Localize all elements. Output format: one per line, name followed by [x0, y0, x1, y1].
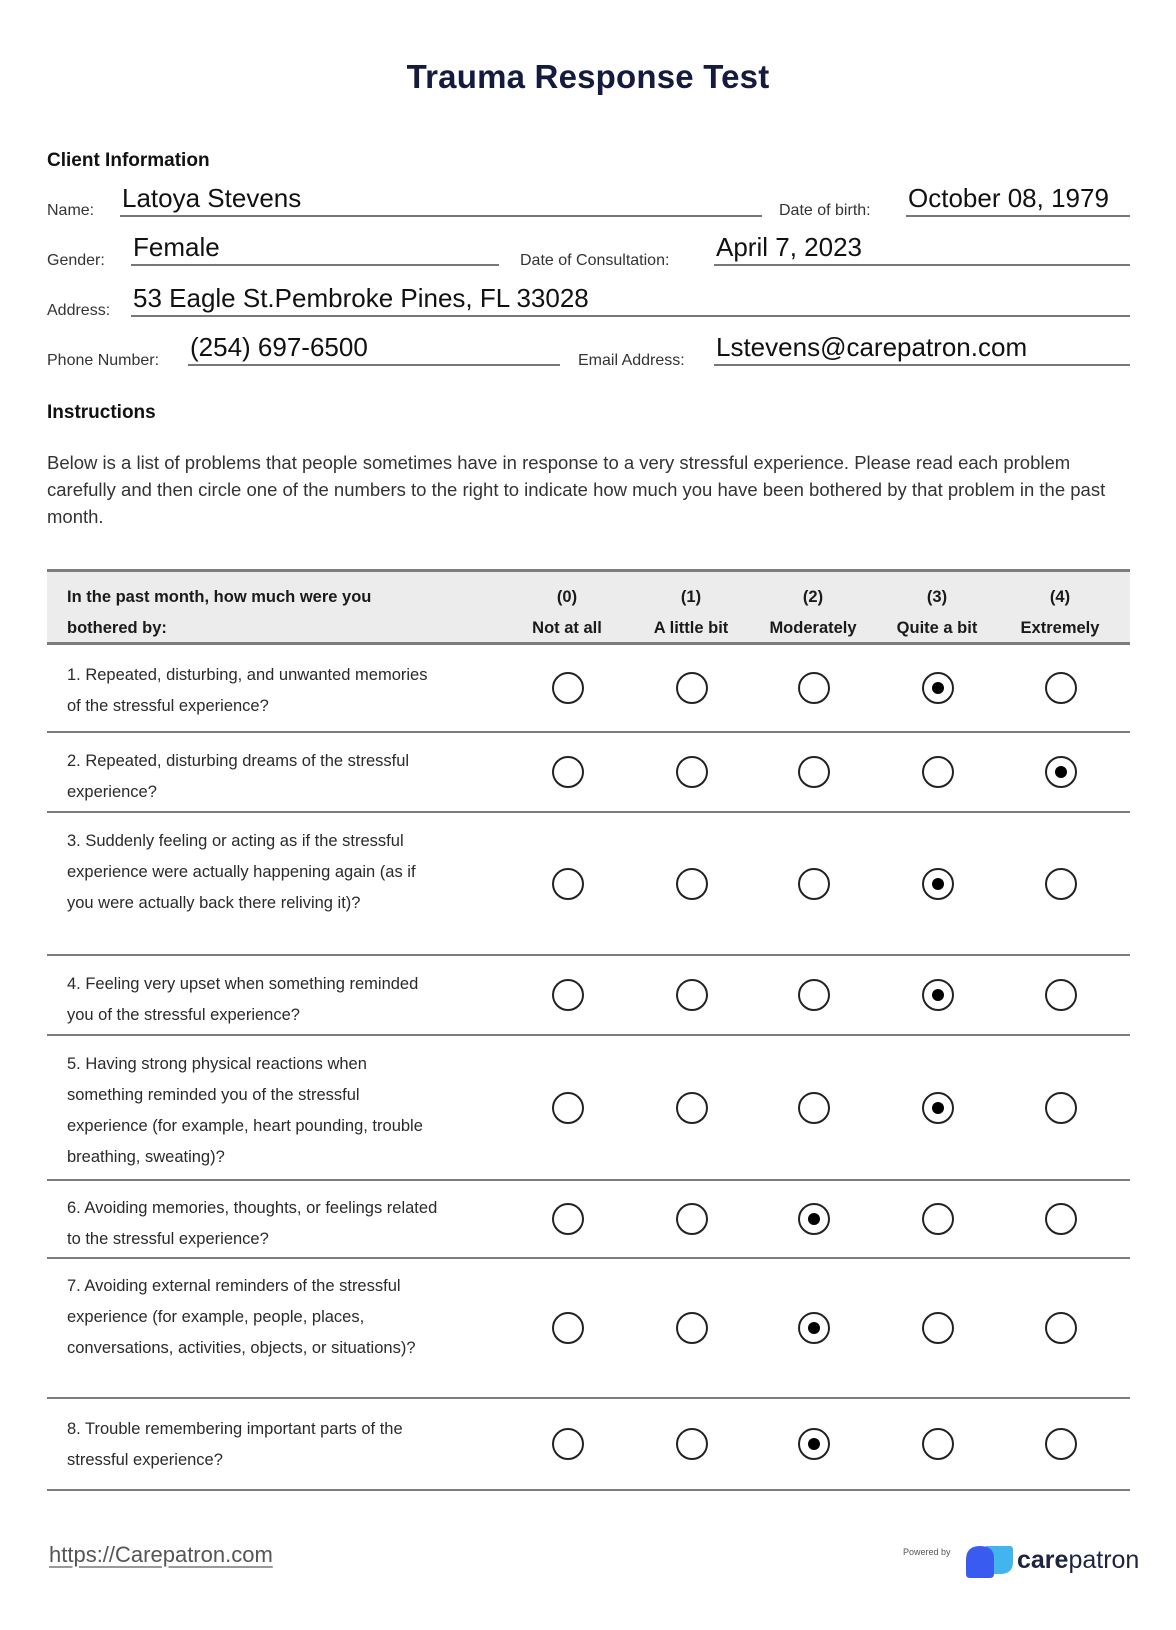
radio-option-3-selected[interactable] [922, 1092, 954, 1124]
option-score: (2) [802, 588, 824, 606]
table-body [47, 645, 1130, 1491]
option-score: (3) [926, 588, 948, 606]
gender-label: Gender: [47, 252, 105, 269]
radio-option-3[interactable] [922, 1428, 954, 1460]
option-label: Quite a bit [896, 619, 978, 637]
powered-by-label: Powered by [903, 1547, 951, 1557]
option-header-1 [629, 582, 753, 644]
radio-option-3[interactable] [922, 756, 954, 788]
radio-option-2[interactable] [798, 672, 830, 704]
question-header-line-2: bothered by: [67, 619, 167, 637]
name-field[interactable]: Latoya Stevens [120, 182, 762, 217]
table-row [47, 645, 1130, 733]
address-field[interactable]: 53 Eagle St.Pembroke Pines, FL 33028 [131, 282, 1130, 317]
carepatron-wordmark [1017, 1546, 1139, 1575]
option-label: Not at all [532, 619, 602, 637]
question-text: 8. Trouble remembering important parts of the stressful experience? [67, 1420, 403, 1469]
radio-option-1[interactable] [676, 1203, 708, 1235]
radio-option-4[interactable] [1045, 868, 1077, 900]
radio-option-4[interactable] [1045, 1428, 1077, 1460]
date-of-birth-field[interactable]: October 08, 1979 [906, 182, 1130, 217]
radio-option-3[interactable] [922, 1203, 954, 1235]
radio-option-0[interactable] [552, 672, 584, 704]
symptom-table [47, 569, 1130, 1491]
radio-option-0[interactable] [552, 1312, 584, 1344]
option-label: Moderately [769, 619, 857, 637]
question-header-line-1: In the past month, how much were you [67, 588, 372, 606]
question-text: 4. Feeling very upset when something reminded you of the stressful experience? [67, 975, 419, 1024]
question-column-header [67, 582, 427, 644]
radio-option-1[interactable] [676, 756, 708, 788]
radio-option-2-selected[interactable] [798, 1428, 830, 1460]
radio-option-4[interactable] [1045, 1203, 1077, 1235]
table-row [47, 813, 1130, 956]
option-header-4 [998, 582, 1122, 644]
radio-option-1[interactable] [676, 1312, 708, 1344]
carepatron-link[interactable]: https://Carepatron.com [49, 1542, 273, 1567]
radio-option-3-selected[interactable] [922, 868, 954, 900]
carepatron-logo-icon [966, 1544, 1014, 1578]
radio-option-1[interactable] [676, 672, 708, 704]
radio-option-1[interactable] [676, 1092, 708, 1124]
question-text: 5. Having strong physical reactions when something reminded you of the stressful experience (for example, heart pounding, trouble breathing, sweating)? [67, 1055, 423, 1166]
radio-option-0[interactable] [552, 868, 584, 900]
brand-bold: care [1017, 1546, 1069, 1574]
question-text: 1. Repeated, disturbing, and unwanted memories of the stressful experience? [67, 666, 428, 715]
radio-option-2[interactable] [798, 1092, 830, 1124]
option-label: Extremely [1020, 619, 1100, 637]
radio-option-3[interactable] [922, 1312, 954, 1344]
radio-option-2-selected[interactable] [798, 1203, 830, 1235]
instructions-heading: Instructions [47, 402, 156, 423]
phone-number-label: Phone Number: [47, 352, 160, 369]
option-label: A little bit [653, 619, 729, 637]
table-row [47, 1259, 1130, 1399]
table-row [47, 1181, 1130, 1259]
radio-option-0[interactable] [552, 1203, 584, 1235]
option-score: (1) [680, 588, 702, 606]
radio-option-4[interactable] [1045, 1312, 1077, 1344]
table-row [47, 1036, 1130, 1181]
name-label: Name: [47, 202, 95, 219]
radio-option-3-selected[interactable] [922, 672, 954, 704]
table-row [47, 1399, 1130, 1491]
radio-option-4-selected[interactable] [1045, 756, 1077, 788]
radio-option-2-selected[interactable] [798, 1312, 830, 1344]
brand-light: patron [1068, 1546, 1140, 1574]
option-header-2 [751, 582, 875, 644]
radio-option-3-selected[interactable] [922, 979, 954, 1011]
date-of-birth-label: Date of birth: [779, 202, 871, 219]
radio-option-2[interactable] [798, 979, 830, 1011]
date-of-consultation-label: Date of Consultation: [520, 252, 670, 269]
radio-option-0[interactable] [552, 1092, 584, 1124]
radio-option-4[interactable] [1045, 672, 1077, 704]
radio-option-2[interactable] [798, 868, 830, 900]
page-title: Trauma Response Test [406, 58, 770, 95]
table-row [47, 956, 1130, 1036]
radio-option-4[interactable] [1045, 1092, 1077, 1124]
radio-option-1[interactable] [676, 979, 708, 1011]
table-row [47, 733, 1130, 813]
email-address-field[interactable]: Lstevens@carepatron.com [714, 331, 1130, 366]
radio-option-1[interactable] [676, 1428, 708, 1460]
table-header [47, 569, 1130, 645]
question-text: 7. Avoiding external reminders of the stressful experience (for example, people, places, conversations, activities, objects, or situations)? [67, 1277, 416, 1357]
email-address-label: Email Address: [578, 352, 685, 369]
option-score: (0) [556, 588, 578, 606]
phone-number-field[interactable]: (254) 697-6500 [188, 331, 560, 366]
radio-option-1[interactable] [676, 868, 708, 900]
option-header-3 [875, 582, 999, 644]
radio-option-4[interactable] [1045, 979, 1077, 1011]
option-score: (4) [1049, 588, 1071, 606]
option-header-0 [505, 582, 629, 644]
client-information-heading: Client Information [47, 150, 210, 171]
question-text: 6. Avoiding memories, thoughts, or feelings related to the stressful experience? [67, 1199, 438, 1248]
radio-option-2[interactable] [798, 756, 830, 788]
address-label: Address: [47, 302, 111, 319]
radio-option-0[interactable] [552, 756, 584, 788]
gender-field[interactable]: Female [131, 231, 499, 266]
radio-option-0[interactable] [552, 979, 584, 1011]
question-text: 3. Suddenly feeling or acting as if the stressful experience were actually happening again (as if you were actually back there reliving it)? [67, 832, 416, 912]
date-of-consultation-field[interactable]: April 7, 2023 [714, 231, 1130, 266]
instructions-text: Below is a list of problems that people sometimes have in response to a very stressful experience. Please read each problem carefully and then circle one of the numbers to the right to indicate how much you have been bothered by that problem in the past month. [47, 452, 1106, 527]
radio-option-0[interactable] [552, 1428, 584, 1460]
question-text: 2. Repeated, disturbing dreams of the stressful experience? [67, 752, 410, 801]
